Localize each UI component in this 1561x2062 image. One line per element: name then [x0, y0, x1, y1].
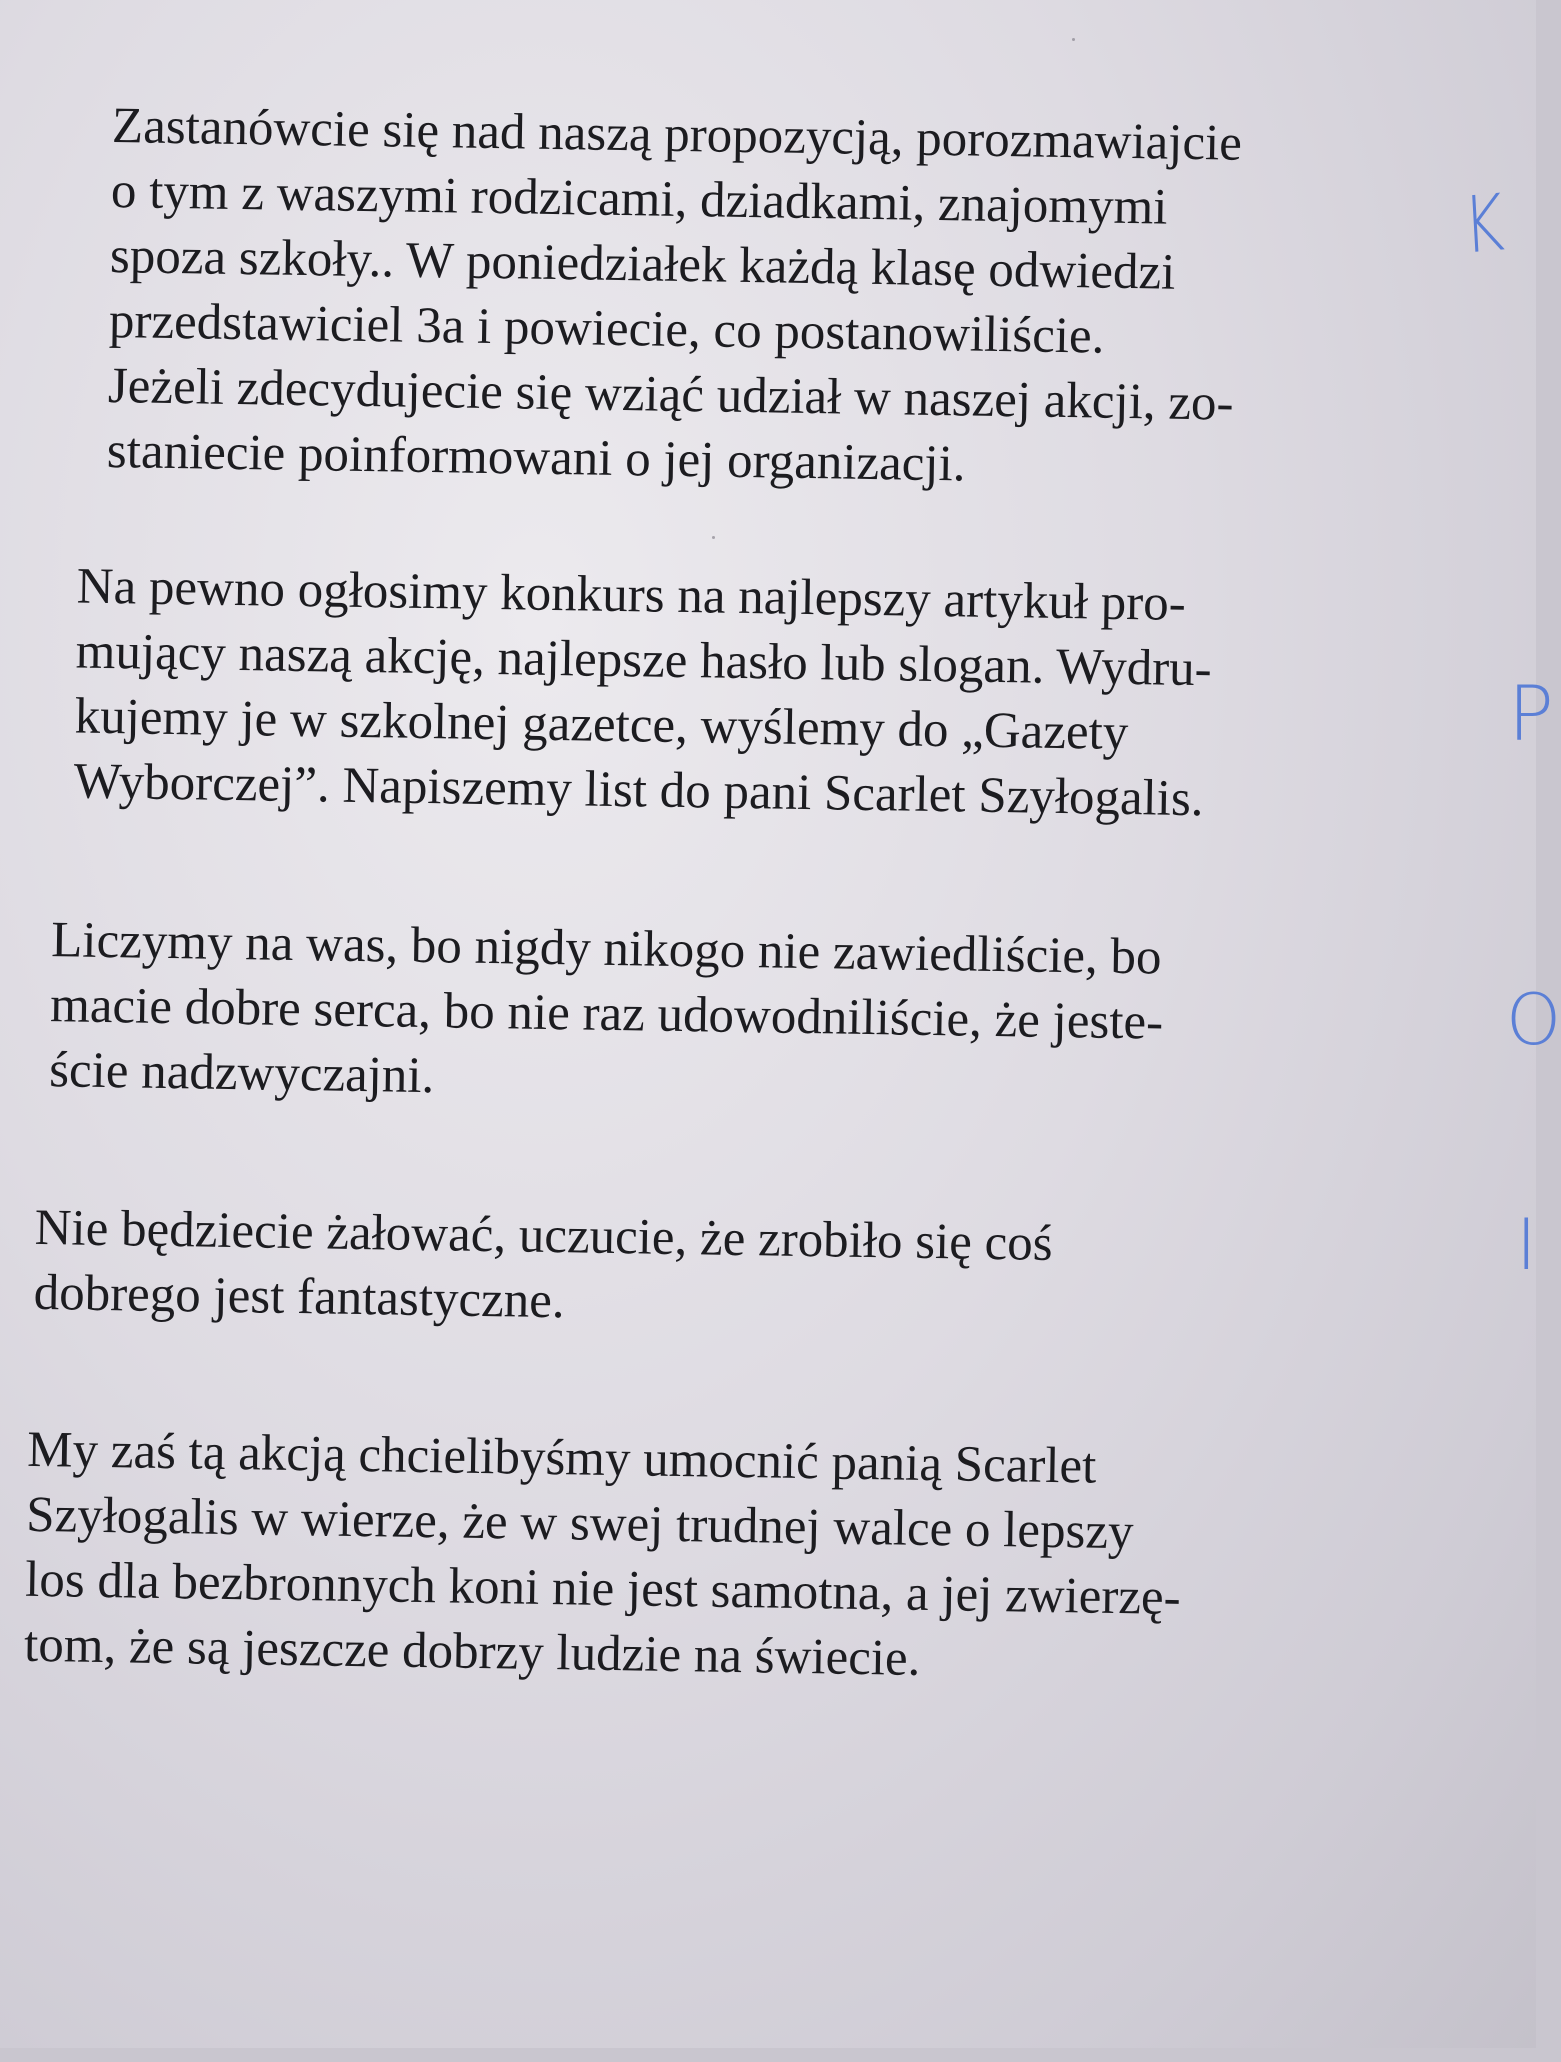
text-line: tom, że są jeszcze dobrzy ludzie na świecie. — [23, 1616, 921, 1687]
text-line: Wyborczej”. Napiszemy list do pani Scarlet Szyłogalis. — [73, 753, 1204, 828]
text-line: Zastanówcie się nad naszą propozycją, porozmawiajcie — [111, 98, 1243, 172]
text-line: ście nadzwyczajni. — [48, 1042, 435, 1105]
text-line: Na pewno ogłosimy konkurs na najlepszy artykuł pro- — [76, 558, 1187, 632]
paragraph-1 — [106, 94, 1242, 502]
paper-speck — [712, 536, 715, 539]
text-line: My zaś tą akcją chcielibyśmy umocnić panią Scarlet — [26, 1421, 1097, 1495]
text-line: Jeżeli zdecydujecie się wziąć udział w naszej akcji, zo- — [107, 357, 1234, 432]
text-line: staniecie poinformowani o jej organizacji. — [106, 422, 966, 493]
text-line: los dla bezbronnych koni nie jest samotna, a jej zwierzę- — [24, 1551, 1182, 1626]
handwritten-margin-mark: K — [1460, 178, 1507, 272]
text-line: Szyłogalis w wierze, że w swej trudnej walce o lepszy — [25, 1486, 1134, 1561]
text-line: kujemy je w szkolnej gazetce, wyślemy do „Gazety — [74, 688, 1129, 762]
handwritten-margin-mark: P — [1508, 669, 1554, 758]
text-line: Liczymy na was, bo nigdy nikogo nie zawiedliście, bo — [50, 912, 1162, 986]
text-line: spoza szkoły.. W poniedziałek każdą klasę odwiedzi — [109, 227, 1176, 301]
text-line: dobrego jest fantastyczne. — [33, 1264, 566, 1330]
paragraph-5 — [24, 1418, 1184, 1696]
paragraph-4 — [33, 1196, 1053, 1342]
handwritten-margin-mark: O — [1506, 979, 1561, 1061]
paragraph-3 — [49, 908, 1165, 1120]
text-line: Nie będziecie żałować, uczucie, że zrobiło się coś — [34, 1199, 1054, 1272]
handwritten-margin-mark: I — [1516, 1204, 1537, 1286]
text-line: macie dobre serca, bo nie raz udowodniliście, że jeste- — [49, 977, 1164, 1051]
text-line: mujący naszą akcję, najlepsze hasło lub slogan. Wydru- — [75, 623, 1213, 698]
paper-speck — [1072, 38, 1075, 41]
paragraph-2 — [73, 555, 1213, 833]
text-line: przedstawiciel 3a i powiecie, co postanowiliście. — [108, 292, 1105, 365]
text-line: o tym z waszymi rodzicami, dziadkami, znajomymi — [110, 162, 1168, 236]
